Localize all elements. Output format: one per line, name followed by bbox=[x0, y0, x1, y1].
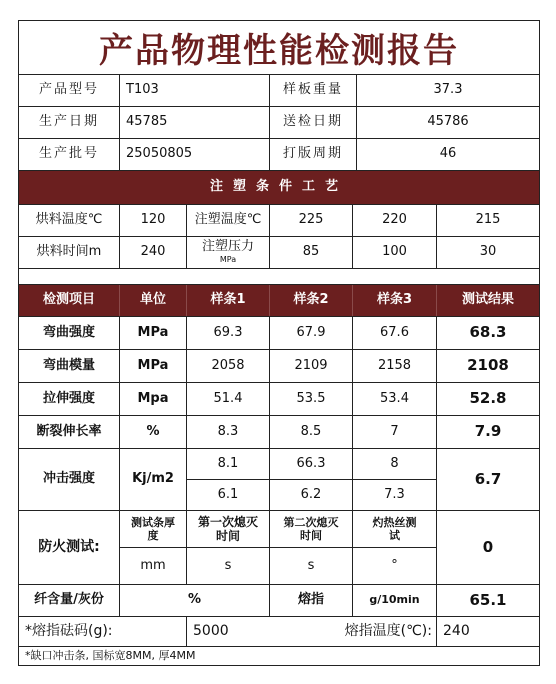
send-date-label: 送检日期 bbox=[270, 107, 357, 138]
row-sample-2: 8.5 bbox=[270, 416, 353, 448]
inj-temp-value-3: 215 bbox=[475, 212, 501, 228]
row-unit: MPa bbox=[120, 317, 187, 349]
impact-sample-2-a: 66.3 bbox=[270, 449, 352, 480]
prod-date-label: 生产日期 bbox=[19, 107, 120, 138]
header-unit: 单位 bbox=[120, 285, 187, 316]
impact-sample-3-b: 7.3 bbox=[384, 486, 405, 502]
row-result: 52.8 bbox=[469, 389, 507, 408]
inj-press-label: 注塑压力 bbox=[201, 239, 254, 255]
row-sample-2: 67.9 bbox=[270, 317, 353, 349]
melt-weight-label: *熔指砝码(g): bbox=[19, 617, 187, 646]
info-row-3 bbox=[19, 139, 539, 171]
header-sample-3: 样条3 bbox=[353, 285, 437, 316]
fire-first-unit: s bbox=[224, 557, 232, 573]
model-value: T103 bbox=[120, 75, 270, 106]
impact-sample-2-b: 6.2 bbox=[300, 486, 322, 502]
dry-time-value: 240 bbox=[120, 237, 187, 268]
send-date-value: 45786 bbox=[427, 114, 469, 130]
impact-sample-3-cell bbox=[353, 449, 437, 510]
row-unit: % bbox=[120, 416, 187, 448]
prod-date-value: 45785 bbox=[120, 107, 270, 138]
impact-sample-1-cell bbox=[187, 449, 270, 510]
fire-thickness-unit: mm bbox=[140, 557, 166, 573]
cycle-label: 打版周期 bbox=[270, 139, 357, 170]
dry-time-label: 烘料时间m bbox=[19, 237, 120, 268]
fire-second-unit: s bbox=[307, 557, 315, 573]
footer-note: *缺口冲击条, 国标宽8MM, 厚4MM bbox=[25, 648, 196, 662]
row-sample-1: 8.3 bbox=[187, 416, 270, 448]
dry-temp-value: 120 bbox=[120, 205, 187, 236]
row-sample-3: 53.4 bbox=[353, 383, 437, 415]
process-row-2 bbox=[19, 237, 539, 269]
row-item: 断裂伸长率 bbox=[19, 416, 120, 448]
inj-temp-label: 注塑温度℃ bbox=[187, 205, 270, 236]
glow-wire-label: 灼热丝测试 bbox=[353, 511, 436, 548]
table-row bbox=[19, 317, 539, 350]
table-row bbox=[19, 350, 539, 383]
impact-sample-1-a: 8.1 bbox=[187, 449, 269, 480]
row-unit: Mpa bbox=[120, 383, 187, 415]
melt-temp-value: 240 bbox=[443, 623, 470, 640]
report-title: 产品物理性能检测报告 bbox=[19, 21, 539, 75]
fiber-item: 纤含量/灰份 bbox=[19, 585, 120, 616]
row-sample-1: 2058 bbox=[187, 350, 270, 382]
process-band bbox=[19, 171, 539, 205]
row-sample-1: 69.3 bbox=[187, 317, 270, 349]
process-band-title: 注塑条件工艺 bbox=[209, 179, 348, 195]
process-row-1 bbox=[19, 205, 539, 237]
fire-col-4 bbox=[353, 511, 437, 584]
inj-press-value-3: 30 bbox=[479, 244, 497, 260]
impact-sample-3-a: 8 bbox=[353, 449, 436, 480]
batch-label: 生产批号 bbox=[19, 139, 120, 170]
melt-temp-label: 熔指温度(℃): bbox=[270, 617, 437, 646]
fire-first-label: 第一次熄灭时间 bbox=[187, 511, 269, 548]
fiber-row bbox=[19, 585, 539, 617]
row-item: 弯曲强度 bbox=[19, 317, 120, 349]
inj-temp-value-2: 220 bbox=[353, 205, 437, 236]
report-sheet bbox=[18, 20, 540, 666]
impact-sample-2-cell bbox=[270, 449, 353, 510]
table-row bbox=[19, 416, 539, 449]
row-sample-2: 53.5 bbox=[270, 383, 353, 415]
row-unit: MPa bbox=[120, 350, 187, 382]
row-sample-2: 2109 bbox=[270, 350, 353, 382]
melt-unit: g/10min bbox=[353, 585, 437, 616]
fiber-result: 65.1 bbox=[469, 590, 507, 609]
row-result: 2108 bbox=[467, 356, 509, 375]
table-row bbox=[19, 383, 539, 416]
row-item: 弯曲模量 bbox=[19, 350, 120, 382]
impact-item: 冲击强度 bbox=[19, 449, 120, 510]
cycle-value: 46 bbox=[439, 146, 457, 162]
melt-label: 熔指 bbox=[270, 585, 353, 616]
fire-col-2 bbox=[187, 511, 270, 584]
row-sample-1: 51.4 bbox=[187, 383, 270, 415]
inj-press-value-2: 100 bbox=[353, 237, 437, 268]
header-sample-1: 样条1 bbox=[187, 285, 270, 316]
melt-weight-value: 5000 bbox=[193, 623, 229, 640]
info-row-2 bbox=[19, 107, 539, 139]
inj-press-label-cell bbox=[187, 237, 270, 268]
impact-result: 6.7 bbox=[474, 469, 502, 488]
row-sample-3: 7 bbox=[353, 416, 437, 448]
fire-item: 防火测试: bbox=[19, 511, 120, 584]
row-result: 68.3 bbox=[469, 323, 507, 342]
header-result: 测试结果 bbox=[461, 292, 514, 308]
inj-press-unit: MPa bbox=[219, 255, 237, 265]
row-result: 7.9 bbox=[474, 422, 502, 441]
model-label: 产品型号 bbox=[19, 75, 120, 106]
impact-unit: Kj/m2 bbox=[120, 449, 187, 510]
weight-label: 样板重量 bbox=[270, 75, 357, 106]
footer-row-2 bbox=[19, 647, 539, 665]
footer-row-1 bbox=[19, 617, 539, 647]
results-header bbox=[19, 285, 539, 317]
row-item: 拉伸强度 bbox=[19, 383, 120, 415]
fire-col-1 bbox=[120, 511, 187, 584]
fire-thickness-label: 测试条厚度 bbox=[120, 511, 186, 548]
spacer-row bbox=[19, 269, 539, 285]
fire-result: 0 bbox=[482, 537, 494, 556]
impact-row bbox=[19, 449, 539, 511]
glow-wire-unit: ° bbox=[391, 557, 398, 573]
header-item: 检测项目 bbox=[19, 285, 120, 316]
fire-row bbox=[19, 511, 539, 585]
batch-value: 25050805 bbox=[120, 139, 270, 170]
dry-temp-label: 烘料温度℃ bbox=[19, 205, 120, 236]
inj-temp-value-1: 225 bbox=[270, 205, 353, 236]
impact-sample-1-b: 6.1 bbox=[217, 486, 239, 502]
info-row-1 bbox=[19, 75, 539, 107]
row-sample-3: 67.6 bbox=[353, 317, 437, 349]
fire-second-label: 第二次熄灭时间 bbox=[270, 511, 352, 548]
inj-press-value-1: 85 bbox=[270, 237, 353, 268]
fiber-unit: % bbox=[120, 585, 270, 616]
row-sample-3: 2158 bbox=[353, 350, 437, 382]
weight-value: 37.3 bbox=[433, 82, 463, 98]
fire-col-3 bbox=[270, 511, 353, 584]
header-sample-2: 样条2 bbox=[270, 285, 353, 316]
